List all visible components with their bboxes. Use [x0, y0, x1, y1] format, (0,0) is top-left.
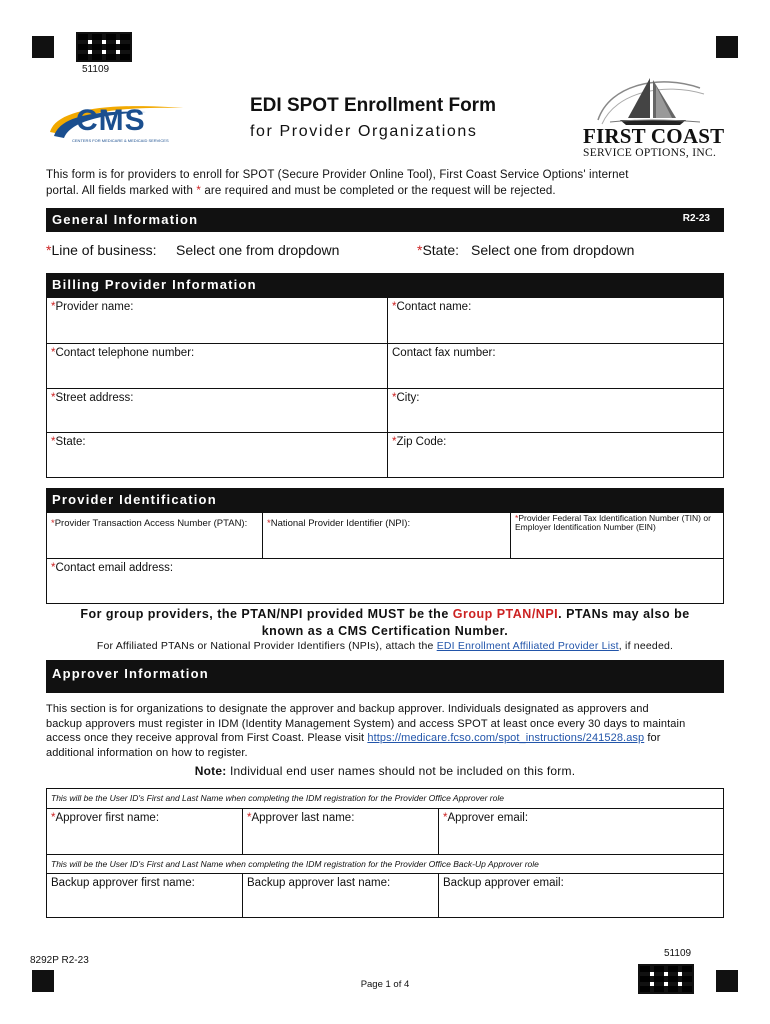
contact-phone-label: *Contact telephone number: — [51, 347, 195, 359]
form-number: 8292P R2-23 — [30, 955, 89, 966]
street-address-field[interactable] — [47, 389, 388, 433]
backup-approver-hint: This will be the User ID's First and Last Name when completing the IDM registration for the Provider Office Back-Up Approver role — [51, 859, 539, 869]
city-field[interactable] — [388, 389, 724, 433]
first-coast-name: FIRST COAST — [583, 124, 725, 148]
provider-identification-grid — [46, 512, 724, 604]
backup-hint-row — [47, 855, 724, 874]
ptan-label: *Provider Transaction Access Number (PTAN): — [51, 518, 248, 529]
state-label: *State: — [417, 242, 460, 258]
backup-email-label: Backup approver email: — [443, 877, 564, 889]
required-asterisk: * — [51, 301, 56, 313]
approver-last-name-label: *Approver last name: — [247, 812, 355, 824]
approver-information-header — [46, 660, 724, 693]
required-asterisk: * — [51, 812, 56, 824]
approver-email-label: *Approver email: — [443, 812, 529, 824]
intro-line-1: This form is for providers to enroll for SPOT (Secure Provider Online Tool), First Coast Service Options' internet — [46, 169, 629, 181]
note-text: Individual end user names should not be included on this form. — [226, 764, 576, 778]
billing-provider-title: Billing Provider Information — [52, 277, 257, 292]
approver-first-name-label: *Approver first name: — [51, 812, 160, 824]
revision-label: R2-23 — [682, 213, 710, 224]
required-asterisk: * — [392, 301, 397, 313]
group-warning-line-1 — [46, 606, 724, 623]
ein-label: Employer Identification Number (EIN) — [515, 522, 656, 532]
approver-text-line-3-start: access once they receive approval from First Coast. Please visit — [46, 732, 368, 744]
required-asterisk: * — [247, 812, 252, 824]
approver-information-title: Approver Information — [52, 666, 209, 681]
approver-description — [46, 702, 736, 760]
affiliated-note-text: For Affiliated PTANs or National Provider Identifiers (NPIs), attach the — [96, 640, 437, 652]
approver-text-line-3-end: for — [644, 732, 661, 744]
contact-email-field[interactable] — [47, 559, 724, 603]
general-information-row — [46, 240, 724, 270]
affiliated-note-suffix: , if needed. — [618, 640, 674, 652]
ptan-field[interactable] — [47, 513, 263, 559]
billing-state-label: *State: — [51, 436, 86, 448]
approver-last-name-field[interactable] — [243, 809, 439, 855]
required-asterisk: * — [392, 436, 397, 448]
tin-ein-field[interactable] — [511, 513, 724, 559]
backup-first-name-label: Backup approver first name: — [51, 877, 195, 889]
intro-line-2-end: are required and must be completed or the request will be rejected. — [201, 185, 556, 197]
provider-identification-title: Provider Identification — [52, 492, 217, 507]
backup-last-name-label: Backup approver last name: — [247, 877, 391, 889]
backup-last-name-field[interactable] — [243, 874, 439, 917]
cms-logo — [46, 98, 191, 148]
first-coast-subtitle: SERVICE OPTIONS, INC. — [583, 147, 717, 159]
cms-logo-subtext: CENTERS FOR MEDICARE & MEDICAID SERVICES — [72, 138, 169, 143]
form-code-top: 51109 — [82, 64, 110, 75]
provider-name-field[interactable] — [47, 298, 388, 344]
form-code-bottom: 51109 — [664, 948, 692, 959]
group-ptan-npi-highlight: Group PTAN/NPI — [452, 607, 559, 621]
npi-label: *National Provider Identifier (NPI): — [267, 518, 411, 529]
zip-code-label: *Zip Code: — [392, 436, 447, 448]
barcode-top — [76, 32, 132, 62]
intro-line-2-start: portal. All fields marked with — [46, 185, 197, 197]
contact-fax-field[interactable] — [388, 344, 724, 389]
zip-code-field[interactable] — [388, 433, 724, 477]
street-address-label: *Street address: — [51, 392, 134, 404]
approver-hint-row — [47, 789, 724, 809]
group-provider-warning — [46, 606, 724, 640]
form-title: EDI SPOT Enrollment Form — [250, 95, 496, 116]
affiliated-provider-list-link[interactable]: EDI Enrollment Affiliated Provider List — [436, 640, 619, 652]
general-information-title: General Information — [52, 212, 199, 227]
form-subtitle: for Provider Organizations — [250, 123, 478, 140]
approver-text-line-3 — [46, 731, 736, 746]
city-label: *City: — [392, 392, 420, 404]
required-asterisk: * — [51, 518, 55, 529]
required-asterisk: * — [196, 185, 202, 197]
backup-email-field[interactable] — [439, 874, 724, 917]
provider-name-label: Provider name: — [55, 301, 134, 313]
required-asterisk: * — [267, 518, 271, 529]
approver-text-line-2: backup approvers must register in IDM (Identity Management System) and access SPOT at least once every 30 days to maintain — [46, 717, 686, 730]
group-warning-text-end: . PTANs may also be — [558, 607, 690, 621]
required-asterisk: * — [51, 392, 56, 404]
registration-mark-top-right — [716, 36, 738, 58]
approver-text-line-4: additional information on how to register. — [46, 746, 248, 759]
contact-fax-label: Contact fax number: — [392, 347, 496, 359]
required-asterisk: * — [51, 436, 56, 448]
npi-field[interactable] — [263, 513, 511, 559]
general-information-header — [46, 208, 724, 232]
cms-logo-text: CMS — [76, 104, 146, 137]
backup-first-name-field[interactable] — [47, 874, 243, 917]
note-label: Note: — [194, 764, 227, 778]
contact-email-label: *Contact email address: — [51, 562, 174, 574]
state-dropdown[interactable]: Select one from dropdown — [471, 242, 635, 258]
affiliated-note — [46, 640, 724, 652]
page-number: Page 1 of 4 — [360, 979, 410, 990]
billing-provider-grid — [46, 297, 724, 478]
approver-note — [46, 764, 724, 778]
required-asterisk: * — [51, 347, 56, 359]
approver-grid — [46, 788, 724, 918]
contact-phone-field[interactable] — [47, 344, 388, 389]
spot-instructions-link[interactable]: https://medicare.fcso.com/spot_instructions/241528.asp — [367, 732, 645, 744]
contact-name-field[interactable] — [388, 298, 724, 344]
group-warning-line-2: known as a CMS Certification Number. — [261, 624, 509, 638]
required-asterisk: * — [417, 242, 423, 258]
line-of-business-label: *Line of business: — [46, 242, 157, 258]
required-asterisk: * — [443, 812, 448, 824]
contact-name-label: *Contact name: — [392, 301, 472, 313]
billing-provider-header — [46, 273, 724, 297]
group-warning-text: For group providers, the PTAN/NPI provided MUST be the — [80, 607, 453, 621]
tin-label: *Provider Federal Tax Identification Number (TIN) or — [515, 513, 711, 523]
intro-paragraph — [46, 167, 736, 199]
required-asterisk: * — [515, 513, 519, 523]
provider-identification-header — [46, 488, 724, 512]
approver-hint: This will be the User ID's First and Last Name when completing the IDM registration for the Provider Office Approver role — [51, 793, 504, 803]
registration-mark-top-left — [32, 36, 54, 58]
billing-state-field[interactable] — [47, 433, 388, 477]
required-asterisk: * — [392, 392, 397, 404]
approver-first-name-field[interactable] — [47, 809, 243, 855]
required-asterisk: * — [46, 242, 52, 258]
intro-line-2 — [46, 183, 736, 199]
required-asterisk: * — [51, 562, 56, 574]
line-of-business-dropdown[interactable]: Select one from dropdown — [176, 242, 340, 258]
approver-text-line-1: This section is for organizations to designate the approver and backup approver. Individuals designated as approvers and — [46, 703, 649, 715]
approver-email-field[interactable] — [439, 809, 724, 855]
